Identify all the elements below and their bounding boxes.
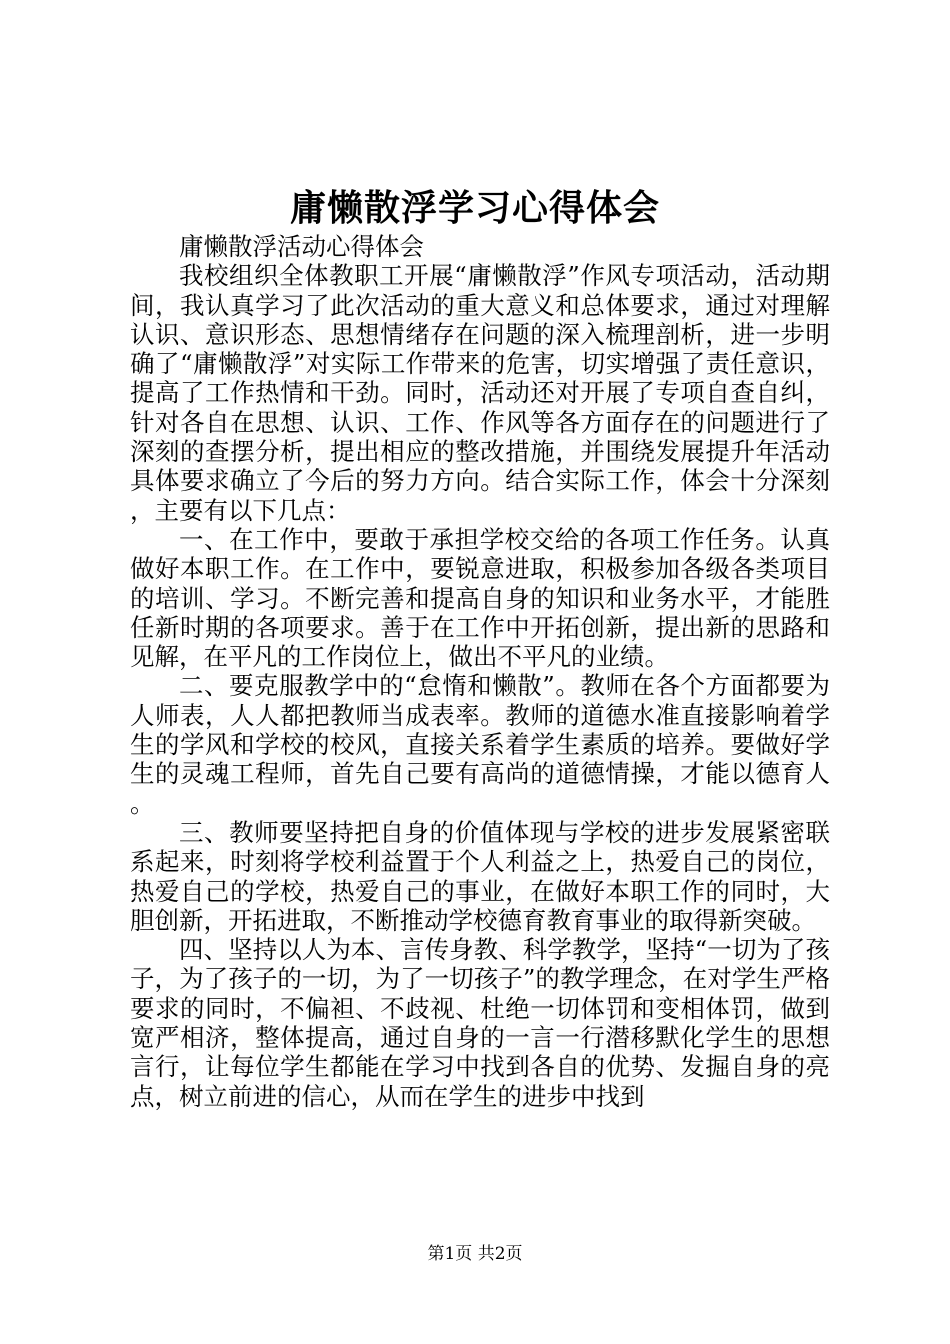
- paragraph-point-1: 一、在工作中，要敢于承担学校交给的各项工作任务。认真做好本职工作。在工作中，要锐意进取，积极参加各级各类项目的培训、学习。不断完善和提高自身的知识和业务水平，才能胜任新时期的各项要求。善于在工作中开拓创新，提出新的思路和见解，在平凡的工作岗位上，做出不平凡的业绩。: [130, 524, 830, 672]
- document-title: 庸懒散浮学习心得体会: [289, 187, 660, 229]
- paragraph-intro: 我校组织全体教职工开展“庸懒散浮”作风专项活动，活动期间，我认真学习了此次活动的重大意义和总体要求，通过对理解认识、意识形态、思想情绪存在问题的深入梳理剖析，进一步明确了“庸懒散浮”对实际工作带来的危害，切实增强了责任意识，提高了工作热情和干劲。同时，活动还对开展了专项自查自纠，针对各自在思想、认识、工作、作风等各方面存在的问题进行了深刻的查摆分析，提出相应的整改措施，并围绕发展提升年活动具体要求确立了今后的努力方向。结合实际工作，体会十分深刻，主要有以下几点：: [130, 261, 830, 525]
- document-subtitle: 庸懒散浮活动心得体会: [179, 232, 424, 261]
- paragraph-point-2: 二、要克服教学中的“怠惰和懒散”。教师在各个方面都要为人师表，人人都把教师当成表率。教师的道德水准直接影响着学生的学风和学校的校风，直接关系着学生素质的培养。要做好学生的灵魂工程师，首先自己要有高尚的道德情操，才能以德育人。: [130, 671, 830, 818]
- paragraph-point-3: 三、教师要坚持把自身的价值体现与学校的进步发展紧密联系起来，时刻将学校利益置于个人利益之上，热爱自己的岗位，热爱自己的学校，热爱自己的事业，在做好本职工作的同时，大胆创新，开拓进取，不断推动学校德育教育事业的取得新突破。: [130, 817, 830, 935]
- page-number-footer: 第1页 共2页: [427, 1244, 523, 1264]
- paragraph-point-4: 四、坚持以人为本、言传身教、科学教学，坚持“一切为了孩子，为了孩子的一切，为了一切孩子”的教学理念，在对学生严格要求的同时，不偏袒、不歧视、杜绝一切体罚和变相体罚，做到宽严相济，整体提高，通过自身的一言一行潜移默化学生的思想言行，让每位学生都能在学习中找到各自的优势、发掘自身的亮点，树立前进的信心，从而在学生的进步中找到: [130, 935, 830, 1111]
- document-body: [130, 232, 830, 1111]
